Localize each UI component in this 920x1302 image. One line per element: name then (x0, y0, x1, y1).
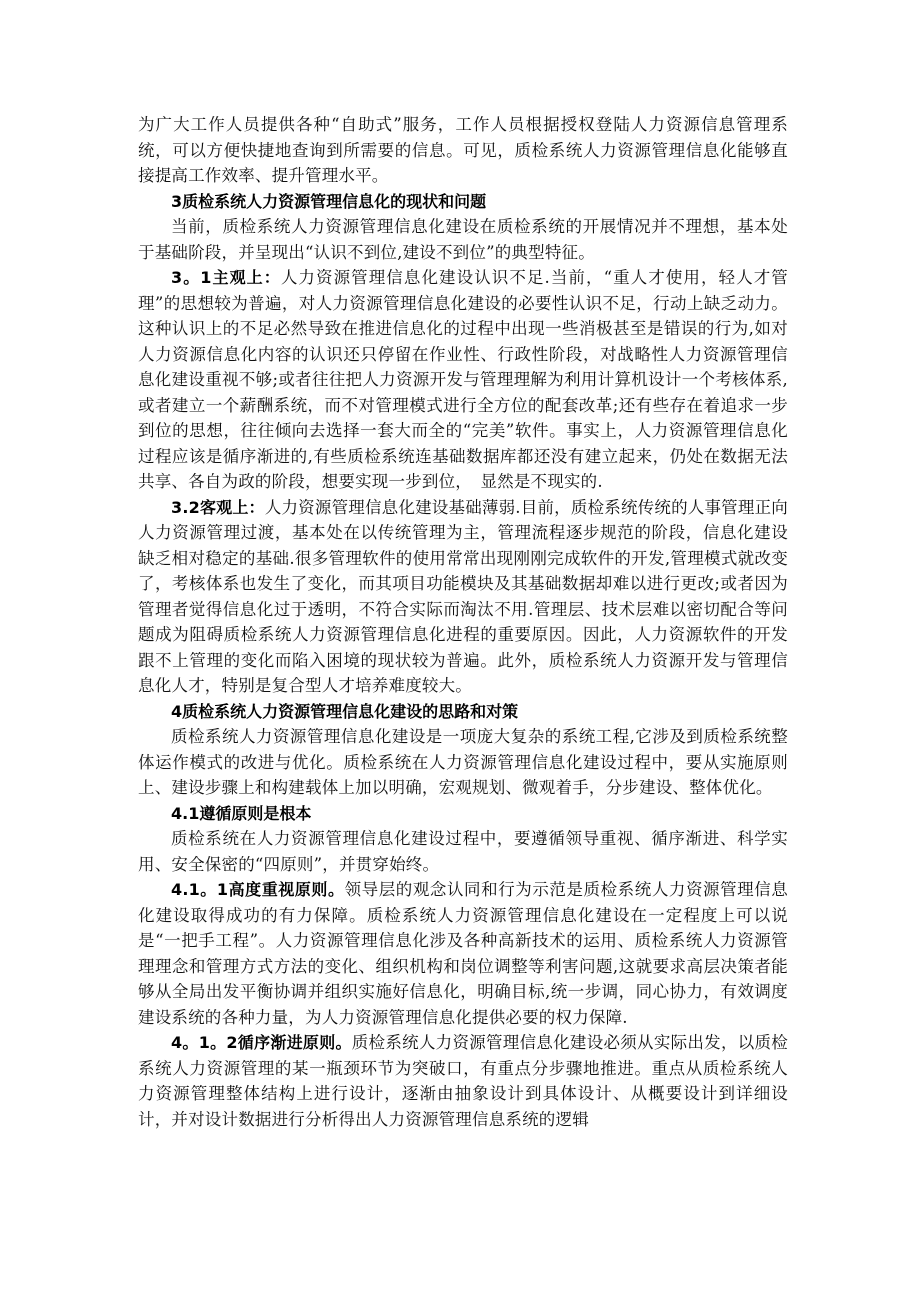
paragraph-text: 领导层的观念认同和行为示范是质检系统人力资源管理信息化建设取得成功的有力保障。质检系统人力资源管理信息化建设在一定程度上可以说是“一把手工程”。人力资源管理信息化涉及各种高新技术的运用、质检系统人力资源管理理念和管理方式方法的变化、组织机构和岗位调整等利害问题,这就要求高层决策者能够从全局出发平衡协调并组织实施好信息化，明确目标,统一步调，同心协力，有效调度建设系统的各种力量，为人力资源管理信息化提供必要的权力保障. (138, 880, 788, 1027)
paragraph-text: 人力资源管理信息化建设认识不足.当前，“重人才使用，轻人才管理”的思想较为普遍，对人力资源管理信息化建设的必要性认识不足，行动上缺乏动力。这种认识上的不足必然导致在推进信息化的过程中出现一些消极甚至是错误的行为,如对人力资源信息化内容的认识还只停留在作业性、行政性阶段，对战略性人力资源管理信息化建设重视不够;或者往往把人力资源开发与管理理解为利用计算机设计一个考核体系,或者建立一个薪酬系统，而不对管理模式进行全方位的配套改革;还有些存在着追求一步到位的思想，往往倾向去选择一套大而全的“完美”软件。事实上，人力资源管理信息化过程应该是循序渐进的,有些质检系统连基础数据库都还没有建立起来，仍处在数据无法共享、各自为政的阶段，想要实现一步到位， 显然是不现实的. (138, 268, 788, 491)
paragraph-four-principles (138, 826, 788, 877)
section-heading-3: 3质检系统人力资源管理信息化的现状和问题 (171, 191, 487, 211)
document-body (138, 112, 788, 1132)
paragraph-text: 质检系统人力资源管理信息化建设必须从实际出发，以质检系统人力资源管理的某一瓶颈环节为突破口，有重点分步骤地推进。重点从质检系统人力资源管理整体结构上进行设计，逐渐由抽象设计到具体设计、从概要设计到详细设计，并对设计数据进行分析得出人力资源管理信息系统的逻辑 (138, 1033, 788, 1129)
paragraph-subjective (138, 265, 788, 495)
section-heading-4: 4质检系统人力资源管理信息化建设的思路和对策 (171, 701, 519, 721)
subsection-heading-4-1: 4.1遵循原则是根本 (171, 803, 312, 823)
subsection-lead-3-1: 3。1主观上： (171, 268, 281, 287)
paragraph-self-service (138, 112, 788, 189)
paragraph-text: 为广大工作人员提供各种“自助式”服务，工作人员根据授权登陆人力资源信息管理系统，可以方便快捷地查询到所需要的信息。可见，质检系统人力资源管理信息化能够直接提高工作效率、提升管理水平。 (138, 115, 788, 185)
paragraph-text: 人力资源管理信息化建设基础薄弱.目前，质检系统传统的人事管理正向人力资源管理过渡，基本处在以传统管理为主，管理流程逐步规范的阶段，信息化建设缺乏相对稳定的基础.很多管理软件的使用常常出现刚刚完成软件的开发,管理模式就改变了，考核体系也发生了变化，而其项目功能模块及其基础数据却难以进行更改;或者因为管理者觉得信息化过于透明，不符合实际而淘汰不用.管理层、技术层难以密切配合等问题成为阻碍质检系统人力资源管理信息化进程的重要原因。因此，人力资源软件的开发跟不上管理的变化而陷入困境的现状较为普遍。此外，质检系统人力资源开发与管理信息化人才，特别是复合型人才培养难度较大。 (138, 497, 788, 695)
paragraph-objective (138, 495, 788, 699)
paragraph-text: 质检系统人力资源管理信息化建设是一项庞大复杂的系统工程,它涉及到质检系统整体运作模式的改进与优化。质检系统在人力资源管理信息化建设过程中，要从实施原则上、建设步骤上和构建载体上加以明确，宏观规划、微观着手，分步建设、整体优化。 (138, 727, 788, 797)
paragraph-text: 质检系统在人力资源管理信息化建设过程中，要遵循领导重视、循序渐进、科学实用、安全保密的“四原则”，并贯穿始终。 (138, 829, 788, 874)
paragraph-text: 当前，质检系统人力资源管理信息化建设在质检系统的开展情况并不理想，基本处于基础阶段，并呈现出“认识不到位,建设不到位”的典型特征。 (138, 217, 788, 262)
paragraph-high-attention (138, 877, 788, 1030)
subsection-lead-4-1-1: 4.1。1高度重视原则。 (171, 880, 345, 899)
subsection-lead-4-1-2: 4。1。2循序渐进原则。 (171, 1033, 352, 1052)
subsection-lead-3-2: 3.2客观上： (171, 497, 265, 517)
paragraph-system-engineering (138, 724, 788, 801)
paragraph-gradual-progress (138, 1030, 788, 1132)
paragraph-current-status (138, 214, 788, 265)
